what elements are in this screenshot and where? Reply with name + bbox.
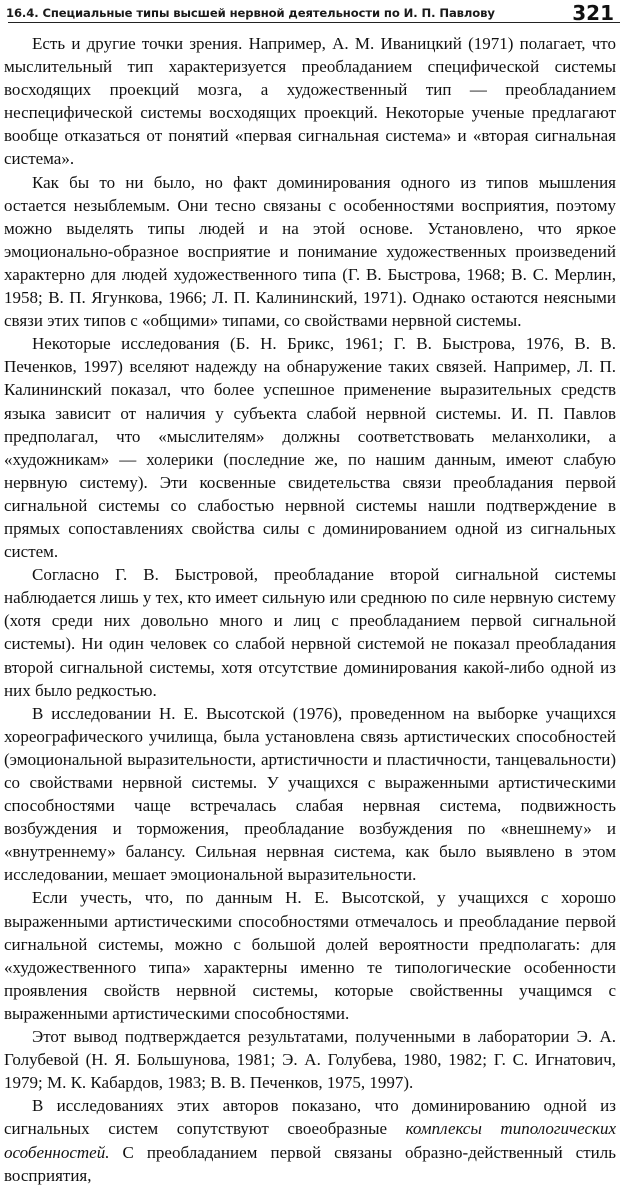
paragraph: Есть и другие точки зрения. Например, А. М. Иваницкий (1971) полагает, что мыслительный тип характеризуется преобладанием специфической системы восходящих проекций мозга, а художественный тип — преобладанием неспецифической системы восходящих проекций. Некоторые ученые предлагают вообще отказаться от понятий «первая сигнальная система» и «вторая сигнальная система». bbox=[4, 34, 616, 169]
paragraph-text: С преобладанием первой связаны образно-действенный стиль восприятия, bbox=[4, 1142, 616, 1185]
paragraph-text: В исследованиях этих авторов показано, что доминированию одной из сигнальных систем сопутствуют своеобразные bbox=[4, 1096, 616, 1139]
running-title: 16.4. Специальные типы высшей нервной деятельности по И. П. Павлову bbox=[6, 6, 495, 20]
body-text bbox=[4, 32, 616, 1187]
paragraph bbox=[4, 1094, 616, 1186]
paragraph: В исследовании Н. Е. Высотской (1976), проведенном на выборке учащихся хореографического училища, была установлена связь артистических способностей (эмоциональной выразительности, артистичности и пластичности, танцевальности) со свойствами нервной системы. У учащихся с выраженными артистическими способностями чаще встречалась слабая нервная система, подвижность возбуждения и торможения, преобладание возбуждения по «внешнему» и «внутреннему» балансу. Сильная нервная система, как было выявлено в этом исследовании, мешает эмоциональной выразительности. bbox=[4, 703, 616, 885]
paragraph: Этот вывод подтверждается результатами, полученными в лаборатории Э. А. Голубевой (Н. Я. Большунова, 1981; Э. А. Голубева, 1980, 1982; Г. С. Игнатович, 1979; М. К. Кабардов, 1983; В. В. Печенков, 1975, 1997). bbox=[4, 1027, 616, 1093]
emphasized-term: комплексы типологических особенностей. bbox=[4, 1119, 616, 1162]
paragraph: Как бы то ни было, но факт доминирования одного из типов мышления остается незыблемым. Они тесно связаны с особенностями восприятия, поэтому можно выделять типы людей и на этой основе. Установлено, что яркое эмоционально-образное восприятие и понимание художественных произведений характерно для людей художественного типа (Г. В. Быстрова, 1968; В. С. Мерлин, 1958; В. П. Ягункова, 1966; Л. П. Калининский, 1971). Однако остаются неясными связи этих типов с «общими» типами, со свойствами нервной системы. bbox=[4, 172, 616, 331]
paragraph: Согласно Г. В. Быстровой, преобладание второй сигнальной системы наблюдается лишь у тех, кто имеет сильную или среднюю по силе нервную систему (хотя среди них довольно много и лиц с преобладанием первой сигнальной системы). Ни один человек со слабой нервной системой не показал преобладания второй сигнальной системы, хотя отсутствие доминирования какой-либо одной из них было редкостью. bbox=[4, 565, 616, 700]
header-rule bbox=[8, 22, 620, 23]
paragraph: Если учесть, что, по данным Н. Е. Высотской, у учащихся с хорошо выраженными артистическими способностями отмечалось и преобладание первой сигнальной системы, можно с большой долей вероятности предполагать: для «художественного типа» характерны именно те типологические особенности проявления свойств нервной системы, которые свойственны учащимся с выраженными артистическими способностями. bbox=[4, 888, 616, 1023]
page-header bbox=[4, 0, 616, 28]
paragraph: Некоторые исследования (Б. Н. Брикс, 1961; Г. В. Быстрова, 1976, В. В. Печенков, 1997) вселяют надежду на обнаружение таких связей. Например, Л. П. Калининский показал, что более успешное применение выразительных средств языка зависит от наличия у субъекта слабой нервной системы. И. П. Павлов предполагал, что «мыслителям» должны соответствовать меланхолики, а «художникам» — холерики (последние же, по нашим данным, имеют слабую нервную систему). Эти косвенные свидетельства связи преобладания первой сигнальной системы со слабостью нервной системы нашли подтверждение в прямых сопоставлениях свойства силы с доминированием одной из сигнальных систем. bbox=[4, 334, 616, 562]
page-number: 321 bbox=[572, 1, 614, 25]
